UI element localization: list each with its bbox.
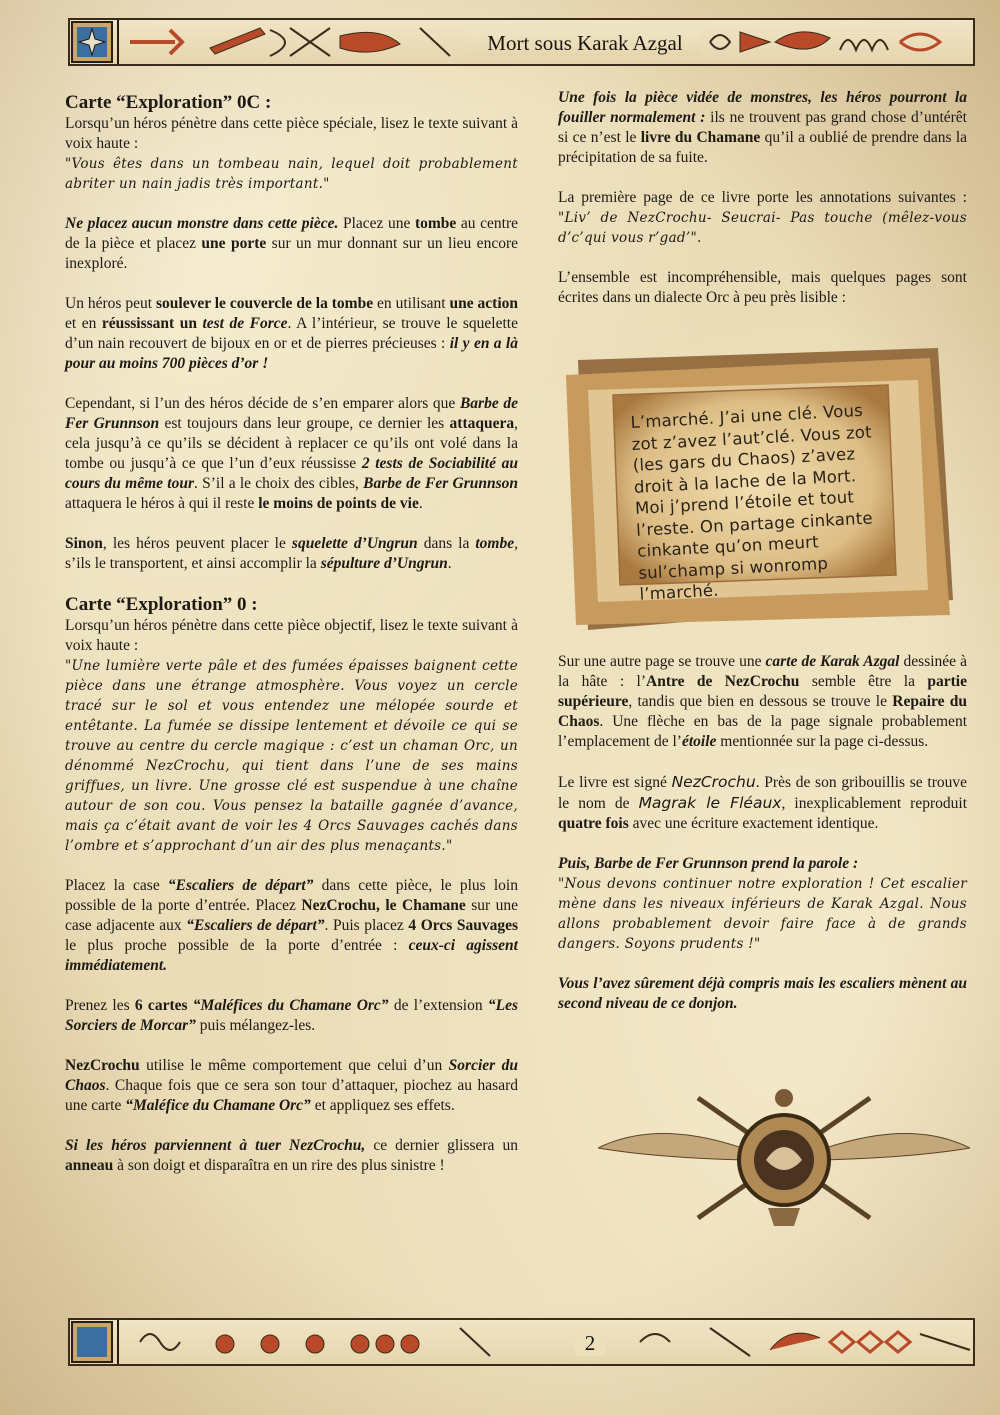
paragraph: Sinon, les héros peuvent placer le squelette d’Ungrun dans la tombe, s’ils le transportent, et ainsi accomplir la sépulture d’Ungrun. (65, 535, 518, 572)
read-aloud-0: "Une lumière verte pâle et des fumées épaisses baignent cette pièce dans une étrange atmosphère. Vous voyez un cercle tracé sur le sol et vous entendez une mélopée sourde et entêtante. La fumée se dissipe lentement et dévoile ce qui se trouve au centre du cercle magique : c’est un chaman Orc, un dénommé NezCrochu, qui tient dans l’une de ses mains griffues, un livre. Une grosse clé est suspendue à une chaîne autour de son cou. Vous pensez la bataille gagnée d’avance, mais ça c’était avant de voir les 4 Orcs Sauvages cachés dans l’ombre et s’approchant d’un air des plus menaçants." (65, 658, 518, 854)
section-heading-0c: Carte “Exploration” 0C : (65, 92, 272, 113)
paragraph: Placez la case “Escaliers de départ” dans cette pièce, le plus loin possible de la porte d’entrée. Placez NezCrochu, le Chamane sur une case adjacente aux “Escaliers de départ”. Puis placez 4 Orcs Sauvages le plus proche possible de la porte d’entrée : ceux-ci agissent immédiatement. (65, 877, 518, 974)
page-title: Mort sous Karak Azgal (470, 30, 700, 56)
speaker-line: Puis, Barbe de Fer Grunnson prend la parole : (558, 855, 859, 872)
intro-0c: Lorsqu’un héros pénètre dans cette pièce spéciale, lisez le texte suivant à voix haute : (65, 115, 518, 152)
paragraph: Une fois la pièce vidée de monstres, les héros pourront la fouiller normalement : ils ne trouvent pas grand chose d’untérêt si ce n’est le livre du Chamane qu’il a oublié de prendre dans la précipitation de sa fuite. (558, 89, 968, 166)
paragraph: Ne placez aucun monstre dans cette pièce. Placez une tombe au centre de la pièce et placez une porte sur un mur donnant sur un lieu encore inexploré. (65, 215, 518, 272)
paragraph: Sur une autre page se trouve une carte de Karak Azgal dessinée à la hâte : l’Antre de NezCrochu semble être la partie supérieure, tandis que bien en dessous se trouve le Repaire du Chaos. Une flèche en bas de la page signale probablement l’emplacement de l’étoile mentionnée sur la page ci-dessus. (558, 653, 968, 750)
orc-note-text: L’marché. J’ai une clé. Vous zot z’avez l’aut’clé. Vous zot (les gars du Chaos) z’avez droit à la lache de la Mort. Moi j’prend l’étoile et tout l’reste. On partage cinkante cinkante qu’on meurt sul’champ si wonromp l’marché. (630, 400, 874, 604)
paragraph: Un héros peut soulever le couvercle de la tombe en utilisant une action et en réussissant un test de Force. A l’intérieur, se trouve le squelette d’un nain recouvert de bijoux en or et de pierres précieuses : il y en a là pour au moins 700 pièces d’or ! (65, 295, 518, 372)
paragraph: NezCrochu utilise le même comportement que celui d’un Sorcier du Chaos. Chaque fois que ce sera son tour d’attaquer, piochez au hasard une carte “Maléfice du Chamane Orc” et appliquez ses effets. (65, 1057, 518, 1114)
read-aloud-0c: "Vous êtes dans un tombeau nain, lequel doit probablement abriter un nain jadis très important." (65, 156, 518, 192)
paragraph: L’ensemble est incompréhensible, mais quelques pages sont écrites dans un dialecte Orc à peu près lisible : (558, 269, 967, 306)
right-column-lower (558, 652, 967, 1034)
footer-ornament (70, 1320, 973, 1364)
dialogue-quote: "Nous devons continuer notre exploration ! Cet escalier mène dans les niveaux inférieurs de Karak Azgal. Nous allons probablement devoir faire face à de grands dangers. Soyons prudents !" (558, 876, 967, 952)
section-heading-0: Carte “Exploration” 0 : (65, 594, 258, 615)
header-band (68, 18, 975, 66)
intro-0: Lorsqu’un héros pénètre dans cette pièce objectif, lisez le texte suivant à voix haute : (65, 617, 518, 654)
paragraph: Prenez les 6 cartes “Maléfices du Chamane Orc” de l’extension “Les Sorciers de Morcar” puis mélangez-les. (65, 997, 518, 1034)
orc-emblem-icon (598, 1088, 970, 1228)
page-number: 2 (575, 1330, 605, 1356)
paragraph: Le livre est signé NezCrochu. Près de son gribouillis se trouve le nom de Magrak le Fléaux, inexplicablement reproduit quatre fois avec une écriture exactement identique. (558, 773, 968, 832)
closing-paragraph: Vous l’avez sûrement déjà compris mais les escaliers mènent au second niveau de ce donjon. (558, 975, 967, 1012)
paragraph: La première page de ce livre porte les annotations suivantes : "Liv’ de NezCrochu- Seucrai- Pas touche (mêlez-vous d’c’qui vous r’gad’". (558, 189, 967, 246)
paragraph: Si les héros parviennent à tuer NezCrochu, ce dernier glissera un anneau à son doigt et disparaîtra en un rire des plus sinistre ! (65, 1137, 518, 1174)
right-column (558, 88, 967, 328)
left-column (65, 92, 518, 1196)
footer-band (68, 1318, 975, 1366)
paragraph: Cependant, si l’un des héros décide de s’en emparer alors que Barbe de Fer Grunnson est toujours dans leur groupe, ce dernier les attaquera, cela jusqu’à ce qu’ils se décident à replacer ce qu’ils ont volé dans la tombe ou jusqu’à ce que l’un d’eux réussisse 2 tests de Sociabilité au cours du même tour. S’il a le choix des cibles, Barbe de Fer Grunnson attaquera le héros à qui il reste le moins de points de vie. (65, 395, 518, 512)
